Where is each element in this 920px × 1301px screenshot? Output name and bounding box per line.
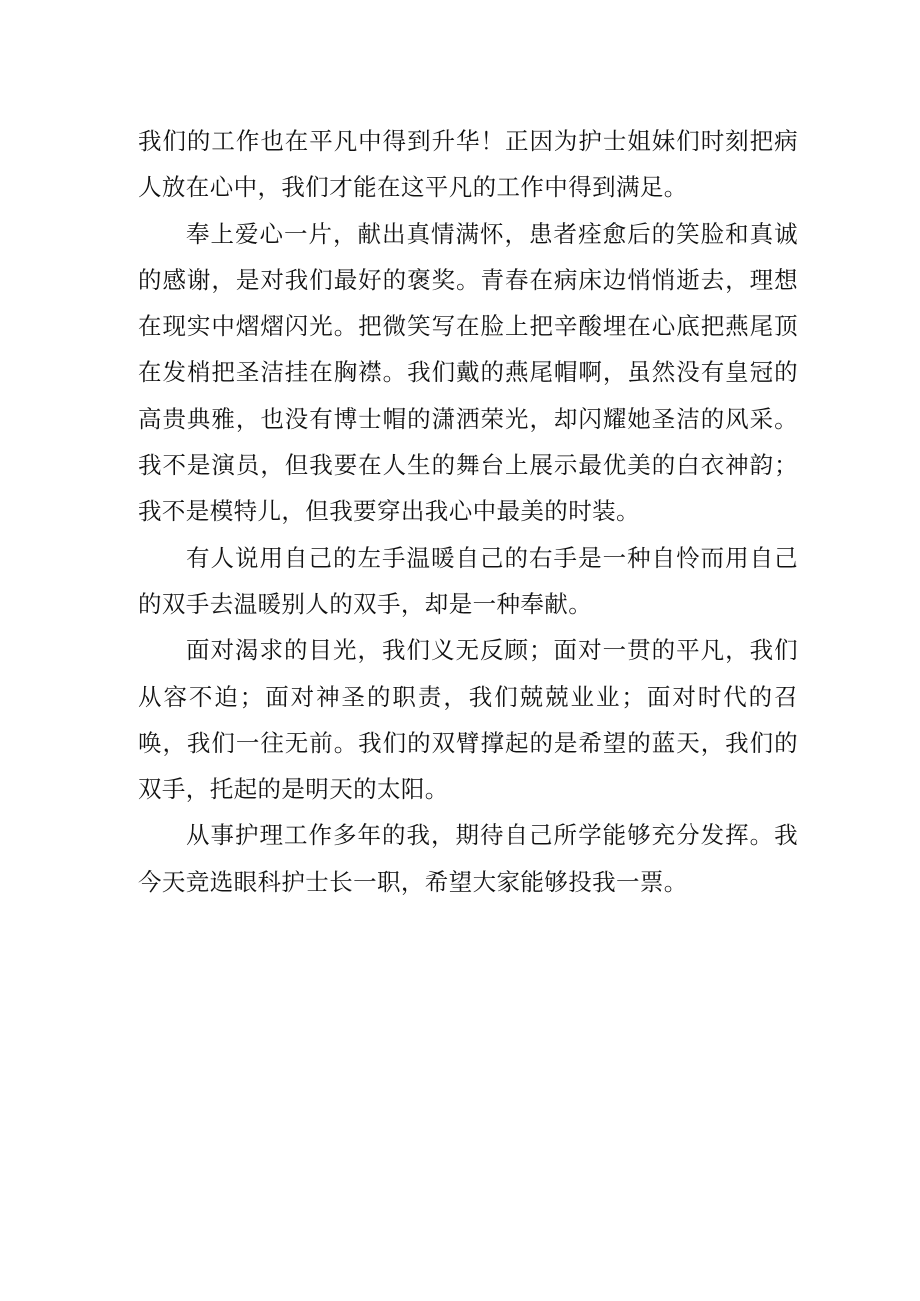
paragraph-3: 有人说用自己的左手温暖自己的右手是一种自怜而用自己的双手去温暖别人的双手，却是一种奉献。 (138, 543, 798, 618)
body-text (138, 118, 798, 905)
paragraph-5: 从事护理工作多年的我，期待自己所学能够充分发挥。我今天竞选眼科护士长一职，希望大家能够投我一票。 (138, 821, 798, 896)
paragraph-1: 我们的工作也在平凡中得到升华！正因为护士姐妹们时刻把病人放在心中，我们才能在这平凡的工作中得到满足。 (138, 127, 798, 202)
paragraph-4: 面对渴求的目光，我们义无反顾；面对一贯的平凡，我们从容不迫；面对神圣的职责，我们兢兢业业；面对时代的召唤，我们一往无前。我们的双臂撑起的是希望的蓝天，我们的双手，托起的是明天的太阳。 (138, 636, 798, 804)
paragraph-2: 奉上爱心一片，献出真情满怀，患者痊愈后的笑脸和真诚的感谢，是对我们最好的褒奖。青春在病床边悄悄逝去，理想在现实中熠熠闪光。把微笑写在脸上把辛酸埋在心底把燕尾顶在发梢把圣洁挂在胸襟。我们戴的燕尾帽啊，虽然没有皇冠的高贵典雅，也没有博士帽的潇洒荣光，却闪耀她圣洁的风采。我不是演员，但我要在人生的舞台上展示最优美的白衣神韵；我不是模特儿，但我要穿出我心中最美的时装。 (138, 219, 798, 526)
